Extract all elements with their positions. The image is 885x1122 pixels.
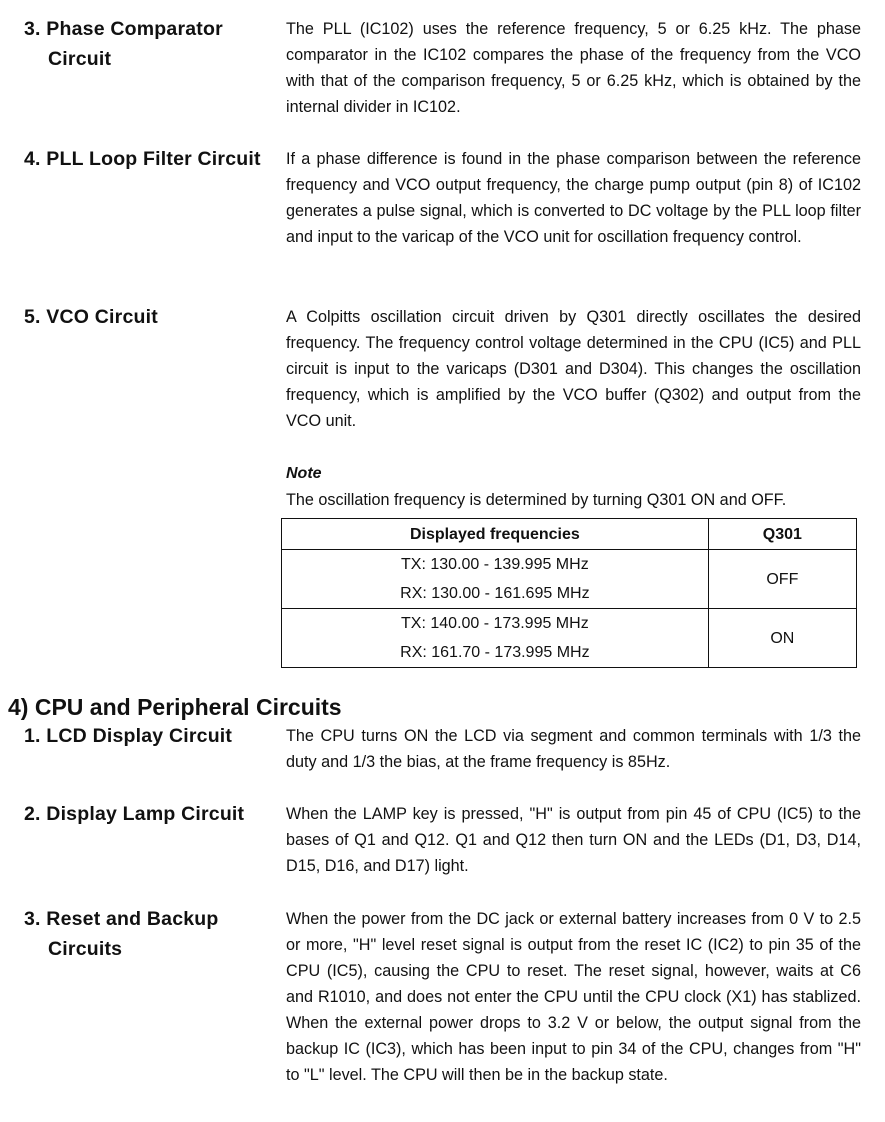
table-cell-frequencies	[282, 609, 709, 668]
note-text: The oscillation frequency is determined by turning Q301 ON and OFF.	[286, 491, 787, 509]
section-heading: 5. VCO Circuit	[24, 306, 158, 328]
section-heading: 1. LCD Display Circuit	[24, 725, 233, 747]
table-header-q301: Q301	[708, 519, 856, 550]
tx-range: TX: 140.00 - 173.995 MHz	[401, 615, 589, 632]
section-heading: 4. PLL Loop Filter Circuit	[24, 148, 261, 170]
table-row	[282, 550, 857, 609]
frequency-table	[281, 518, 857, 668]
section-body: The PLL (IC102) uses the reference frequency, 5 or 6.25 kHz. The phase comparator in the IC102 compares the phase of the frequency from the VCO with that of the comparison frequency, 5 or 6.25 kHz, which is obtained by the internal divider in IC102.	[286, 20, 861, 116]
table-header-row	[282, 519, 857, 550]
rx-range: RX: 130.00 - 161.695 MHz	[400, 585, 590, 602]
heading-line-2: Circuits	[48, 938, 123, 960]
note-title: Note	[286, 465, 322, 482]
heading-line-1: 3. Phase Comparator	[24, 18, 223, 40]
table-row	[282, 609, 857, 668]
rx-range: RX: 161.70 - 173.995 MHz	[400, 644, 590, 661]
section-body: When the LAMP key is pressed, "H" is output from pin 45 of CPU (IC5) to the bases of Q1 and Q12. Q1 and Q12 then turn ON and the LEDs (D1, D3, D14, D15, D16, and D17) light.	[286, 805, 861, 875]
tx-range: TX: 130.00 - 139.995 MHz	[401, 556, 589, 573]
section-body: If a phase difference is found in the phase comparison between the reference frequency and VCO output frequency, the charge pump output (pin 8) of IC102 generates a pulse signal, which is converted to DC voltage by the PLL loop filter and input to the varicap of the VCO unit for oscillation frequency control.	[286, 150, 861, 246]
section-heading	[24, 904, 282, 964]
section-heading	[24, 14, 282, 74]
section-body: A Colpitts oscillation circuit driven by Q301 directly oscillates the desired frequency. The frequency control voltage determined in the CPU (IC5) and PLL circuit is input to the varicaps (D301 and D304). This changes the oscillation frequency, which is amplified by the VCO buffer (Q302) and output from the VCO unit.	[286, 308, 861, 430]
table-cell-frequencies	[282, 550, 709, 609]
table-cell-q301: OFF	[708, 550, 856, 609]
section-body: The CPU turns ON the LCD via segment and common terminals with 1/3 the duty and 1/3 the bias, at the frame frequency is 85Hz.	[286, 727, 861, 771]
table-header-frequencies: Displayed frequencies	[282, 519, 709, 550]
table-cell-q301: ON	[708, 609, 856, 668]
heading-line-2: Circuit	[48, 48, 112, 70]
section-heading: 2. Display Lamp Circuit	[24, 803, 245, 825]
section-body: When the power from the DC jack or external battery increases from 0 V to 2.5 or more, "H" level reset signal is output from the reset IC (IC2) to pin 35 of the CPU (IC5), causing the CPU to reset. The reset signal, however, waits at C6 and R1010, and does not enter the CPU until the CPU clock (X1) has stablized. When the external power drops to 3.2 V or below, the output signal from the backup IC (IC3), which has been input to pin 34 of the CPU, changes from "H" to "L" level. The CPU will then be in the backup state.	[286, 910, 861, 1084]
heading-line-1: 3. Reset and Backup	[24, 908, 219, 930]
chapter-title: 4) CPU and Peripheral Circuits	[8, 694, 342, 720]
